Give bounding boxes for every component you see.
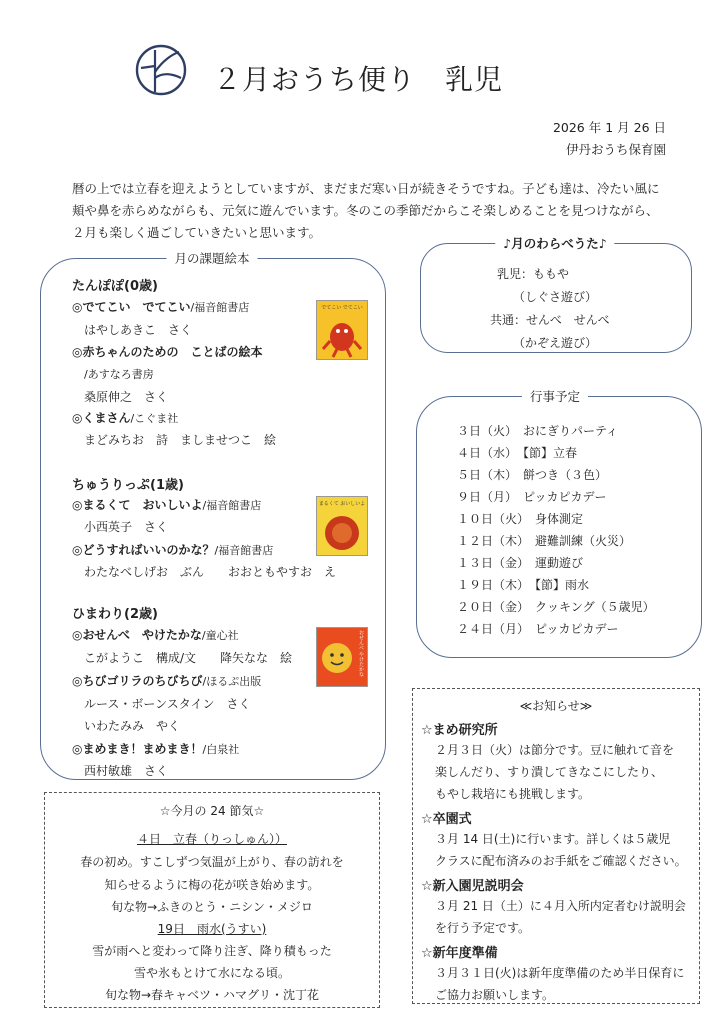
intro-line: 頬や鼻を赤らめながらも、元気に遊んでいます。冬のこの季節だからこそ楽しめることを見つけながら、: [72, 203, 659, 218]
logo-icon: [133, 42, 189, 98]
books-panel-label: 月の課題絵本: [166, 249, 257, 267]
warabeuta-line: 乳児：ももや: [497, 267, 570, 281]
event-item: ２４日（月） ピッカピカデー: [457, 622, 619, 636]
book-entry: ◎くまさん/こぐま社: [72, 411, 179, 425]
book-author: 西村敏雄 さく: [84, 764, 169, 778]
warabeuta-line: （しぐさ遊び）: [513, 290, 598, 304]
notice-title: ≪お知らせ≫: [519, 699, 593, 713]
sekki-title: ☆今月の 24 節気☆: [159, 804, 265, 818]
notice-text: 楽しんだり、すり潰してきなこにしたり、: [435, 765, 664, 779]
sekki-text: 旬な物→春キャベツ・ハマグリ・沈丁花: [104, 988, 320, 1002]
food-icon: [317, 507, 367, 555]
notice-heading: ☆卒園式: [421, 812, 472, 827]
class-heading-tanpopo: たんぽぽ(0歳): [72, 279, 158, 294]
event-item: １０日（火） 身体測定: [457, 512, 584, 526]
event-item: １２日（木） 避難訓練（火災）: [457, 534, 632, 548]
class-heading-himawari: ひまわり(2歳): [72, 607, 158, 622]
notice-text: を行う予定です。: [435, 921, 531, 935]
notice-text: もやし栽培にも挑戦します。: [435, 787, 591, 801]
warabeuta-line: （かぞえ遊び）: [513, 336, 598, 350]
book-entry: ◎おせんべ やけたかな/童心社: [72, 628, 239, 642]
book-author: まどみちお 詩 ましませつこ 絵: [84, 433, 277, 447]
book-author: 小西英子 さく: [84, 520, 169, 534]
sekki-heading: 19日 雨水(うすい): [157, 922, 267, 936]
book-entry: ◎ちびゴリラのちびちび/ほるぷ出版: [72, 674, 262, 688]
warabeuta-line: 共通：せんべ せんべ: [490, 313, 610, 327]
sekki-text: 春の初め。すこしずつ気温が上がり、春の訪れを: [80, 855, 344, 869]
event-item: ２０日（金） クッキング（５歳児）: [457, 600, 655, 614]
event-item: １９日（木） 【節】雨水: [457, 578, 590, 592]
notice-text: ３月３１日(火)は新年度準備のため半日保育に: [435, 966, 685, 980]
book-publisher: /あすなろ書房: [84, 368, 154, 381]
book-cover-image: おせんべ やけたかな: [316, 627, 368, 687]
sekki-text: 雪が雨へと変わって降り注ぎ、降り積もった: [92, 944, 332, 958]
sekki-text: 雪や氷もとけて水になる頃。: [133, 966, 290, 980]
notice-heading: ☆新入園児説明会: [421, 879, 524, 894]
book-author: はやしあきこ さく: [84, 323, 193, 337]
book-entry: ◎まめまき！まめまき！/白泉社: [72, 742, 240, 756]
book-entry: ◎でてこい でてこい/福音館書店: [72, 300, 250, 314]
notice-heading: ☆新年度準備: [421, 946, 498, 961]
book-entry: ◎まるくて おいしいよ/福音館書店: [72, 498, 262, 512]
warabeuta-label: ♪月のわらべうた♪: [495, 234, 614, 252]
sekki-text: 旬な物→ふきのとう・ニシン・メジロ: [111, 900, 313, 914]
class-heading-churippu: ちゅうりっぷ(1歳): [72, 478, 184, 493]
notice-text: ご協力お願いします。: [435, 988, 555, 1002]
sekki-text: 知らせるように梅の花が咲き始めます。: [104, 878, 320, 892]
book-cover-image: でてこい でてこい: [316, 300, 368, 360]
notice-heading: ☆まめ研究所: [421, 723, 498, 738]
notice-text: ３月 14 日(土)に行います。詳しくは５歳児: [435, 832, 671, 846]
events-label: 行事予定: [522, 387, 588, 405]
event-item: ４日（水） 【節】立春: [457, 446, 578, 460]
notice-text: ２月３日（火）は節分です。豆に触れて音を: [435, 743, 675, 757]
intro-line: ２月も楽しく過ごしていきたいと思います。: [72, 225, 322, 240]
monster-icon: [317, 311, 367, 359]
book-entry: ◎どうすればいいのかな？/福音館書店: [72, 543, 274, 557]
page-title: ２月おうち便り 乳児: [213, 63, 504, 96]
event-item: ９日（月） ピッカピカデー: [457, 490, 607, 504]
intro-line: 暦の上では立春を迎えようとしていますが、まだまだ寒い日が続きそうですね。子ども達は、冷たい風に: [72, 181, 660, 196]
event-item: ５日（木） 餅つき（３色）: [457, 468, 608, 482]
book-author: 桑原伸之 さく: [84, 390, 169, 404]
book-entry: ◎赤ちゃんのための ことばの絵本: [72, 345, 263, 359]
book-translator: いわたみみ やく: [84, 719, 181, 733]
organization-name: 伊丹おうち保育園: [565, 142, 666, 157]
notice-text: クラスに配布済みのお手紙をご確認ください。: [435, 854, 687, 868]
issue-date: 2026 年 1 月 26 日: [552, 120, 666, 135]
sekki-heading: ４日 立春（りっしゅん））: [136, 832, 287, 846]
book-cover-image: まるくて おいしいよ: [316, 496, 368, 556]
book-author: わたなべしげお ぶん おおともやすお え: [84, 565, 337, 579]
book-author: こがようこ 構成/文 降矢なな 絵: [84, 651, 293, 665]
book-author: ルース・ボーンスタイン さく: [84, 697, 251, 711]
event-item: １３日（金） 運動遊び: [457, 556, 584, 570]
notice-text: ３月 21 日（土）に４月入所内定者むけ説明会: [435, 899, 686, 913]
event-item: ３日（火） おにぎりパーティ: [457, 424, 619, 438]
